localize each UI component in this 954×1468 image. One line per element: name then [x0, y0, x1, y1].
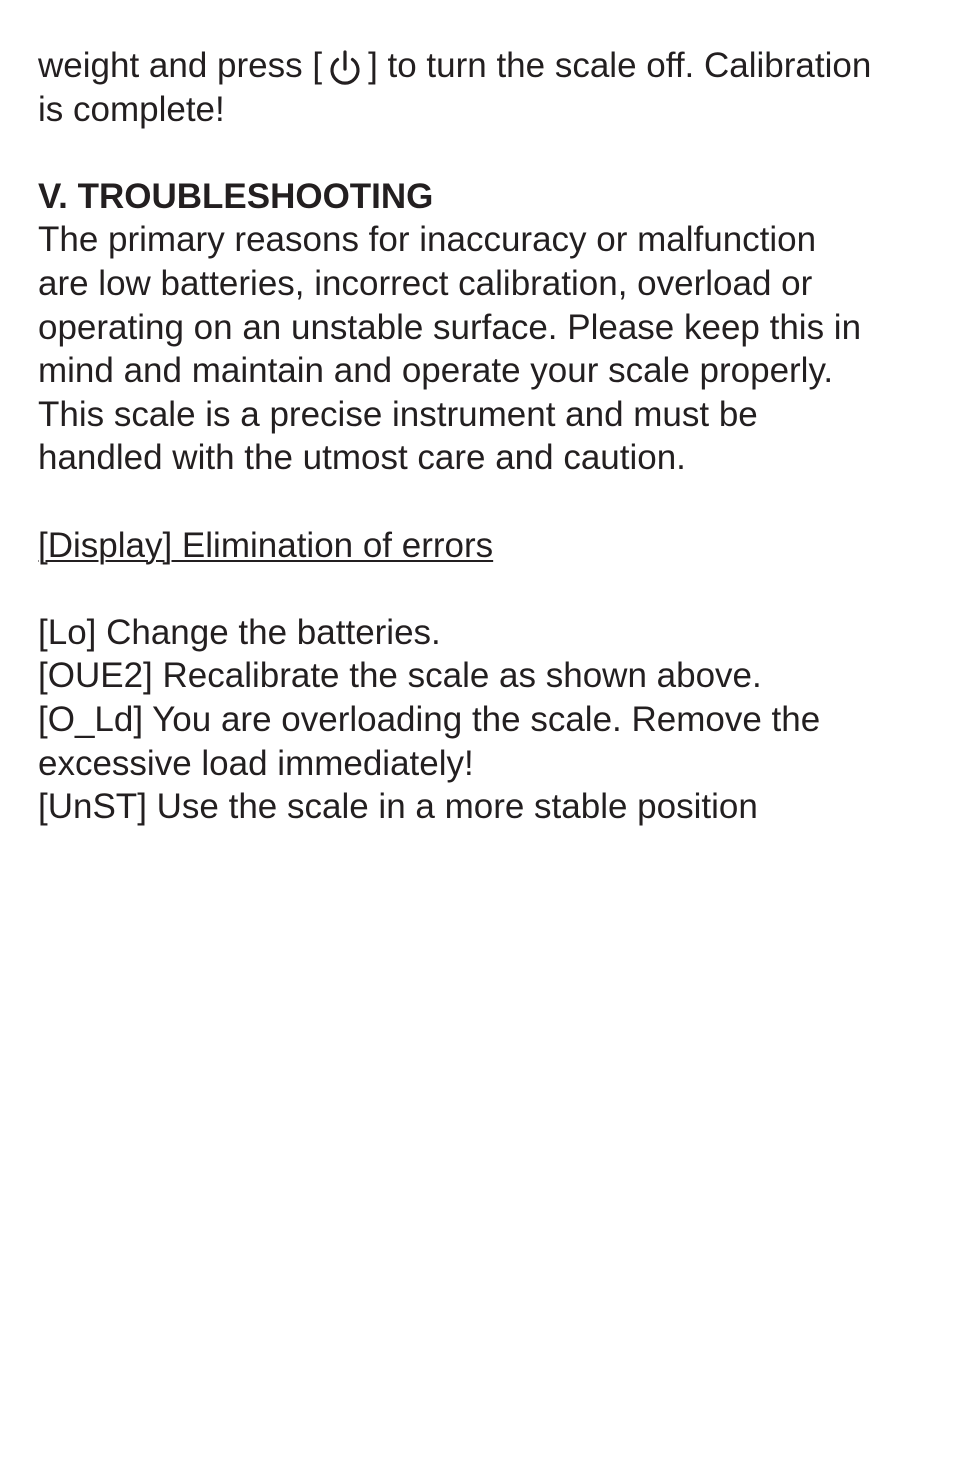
- error-item: [UnST] Use the scale in a more stable position: [38, 787, 758, 827]
- paragraph-line: The primary reasons for inaccuracy or malfunction: [38, 220, 817, 260]
- paragraph-line: This scale is a precise instrument and must be: [38, 394, 758, 434]
- error-item: [O_Ld] You are overloading the scale. Remove the: [38, 699, 821, 739]
- intro-line-2: is complete!: [38, 89, 225, 129]
- paragraph-line: are low batteries, incorrect calibration, overload or: [38, 263, 813, 303]
- error-item: [Lo] Change the batteries.: [38, 612, 441, 652]
- spacer: [38, 567, 928, 611]
- paragraph-line: operating on an unstable surface. Please keep this in: [38, 307, 862, 347]
- spacer: [38, 480, 928, 524]
- errors-subheading: [Display] Elimination of errors: [38, 525, 494, 565]
- paragraph-line: mind and maintain and operate your scale properly.: [38, 351, 834, 391]
- error-item-continuation: excessive load immediately!: [38, 743, 474, 783]
- section-heading: V. TROUBLESHOOTING: [38, 176, 434, 216]
- error-item: [OUE2] Recalibrate the scale as shown above.: [38, 656, 762, 696]
- power-icon: [326, 49, 364, 87]
- spacer: [38, 131, 928, 175]
- intro-text-after-icon: ] to turn the scale off. Calibration: [368, 46, 872, 85]
- manual-page: [38, 44, 928, 829]
- intro-text-before-icon: weight and press [: [38, 46, 323, 85]
- paragraph-line: handled with the utmost care and caution.: [38, 438, 686, 478]
- intro-line-1: [38, 44, 928, 88]
